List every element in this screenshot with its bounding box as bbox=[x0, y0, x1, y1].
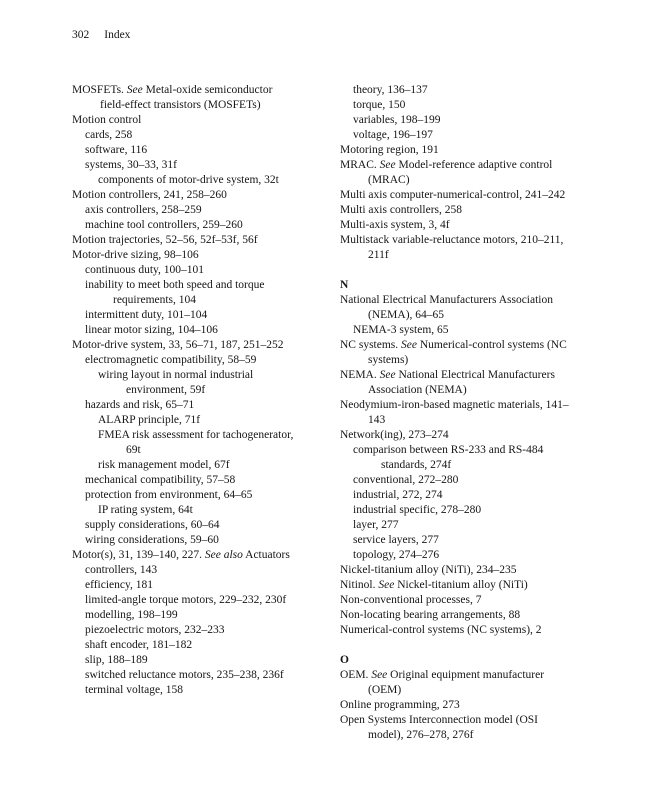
cross-reference-see: See bbox=[379, 159, 396, 171]
index-entry: NC systems. See Numerical-control systems (NC systems) bbox=[340, 339, 567, 366]
index-entry: theory, 136–137 bbox=[353, 84, 428, 96]
index-entry: Multi axis computer-numerical-control, 241–242 bbox=[340, 189, 566, 201]
index-entry: wiring considerations, 59–60 bbox=[85, 534, 219, 546]
index-entry: industrial, 272, 274 bbox=[353, 489, 443, 501]
index-entry: FMEA risk assessment for tachogenerator, 69t bbox=[98, 429, 294, 456]
index-entry: protection from environment, 64–65 bbox=[85, 489, 253, 501]
index-entry: Motoring region, 191 bbox=[340, 144, 439, 156]
index-entry: Motor(s), 31, 139–140, 227. See also Actuators bbox=[72, 549, 290, 561]
index-entry: mechanical compatibility, 57–58 bbox=[85, 474, 236, 486]
index-entry: axis controllers, 258–259 bbox=[85, 204, 202, 216]
index-entry: NEMA. See National Electrical Manufacturers Association (NEMA) bbox=[340, 369, 555, 396]
section-letter-n: N bbox=[340, 279, 349, 291]
cross-reference-see: See also bbox=[204, 549, 243, 561]
index-entry: MOSFETs. See Metal-oxide semiconductor field-effect transistors (MOSFETs) bbox=[72, 84, 273, 111]
index-entry: variables, 198–199 bbox=[353, 114, 441, 126]
index-entry: hazards and risk, 65–71 bbox=[85, 399, 195, 411]
index-entry: torque, 150 bbox=[353, 99, 406, 111]
index-entry: Open Systems Interconnection model (OSI model), 276–278, 276f bbox=[340, 714, 539, 741]
index-columns bbox=[72, 83, 648, 743]
index-entry: IP rating system, 64t bbox=[98, 504, 193, 516]
index-entry: components of motor-drive system, 32t bbox=[98, 174, 279, 186]
index-entry: systems, 30–33, 31f bbox=[85, 159, 177, 171]
index-entry: slip, 188–189 bbox=[85, 654, 148, 666]
index-entry: modelling, 198–199 bbox=[85, 609, 178, 621]
index-entry: Motor-drive system, 33, 56–71, 187, 251–252 bbox=[72, 339, 284, 351]
index-entry: cards, 258 bbox=[85, 129, 133, 141]
index-entry: Network(ing), 273–274 bbox=[340, 429, 449, 441]
index-entry: electromagnetic compatibility, 58–59 bbox=[85, 354, 257, 366]
index-entry: controllers, 143 bbox=[85, 564, 158, 576]
index-entry: Non-locating bearing arrangements, 88 bbox=[340, 609, 521, 621]
index-entry: Non-conventional processes, 7 bbox=[340, 594, 482, 606]
index-entry: Multi axis controllers, 258 bbox=[340, 204, 463, 216]
index-entry: Motion controllers, 241, 258–260 bbox=[72, 189, 227, 201]
running-head bbox=[72, 28, 648, 43]
index-entry: intermittent duty, 101–104 bbox=[85, 309, 208, 321]
cross-reference-see: See bbox=[401, 339, 417, 351]
index-entry: terminal voltage, 158 bbox=[85, 684, 184, 696]
index-entry: voltage, 196–197 bbox=[353, 129, 433, 141]
cross-reference-see: See bbox=[126, 84, 143, 96]
index-entry: piezoelectric motors, 232–233 bbox=[85, 624, 225, 636]
index-entry: Motion control bbox=[72, 114, 142, 126]
index-entry: ALARP principle, 71f bbox=[98, 414, 201, 426]
index-entry: switched reluctance motors, 235–238, 236f bbox=[85, 669, 284, 681]
index-entry: comparison between RS-233 and RS-484 standards, 274f bbox=[353, 444, 544, 471]
index-entry: limited-angle torque motors, 229–232, 230f bbox=[85, 594, 287, 606]
cross-reference-see: See bbox=[378, 579, 395, 591]
index-column-left bbox=[72, 83, 298, 698]
index-entry: risk management model, 67f bbox=[98, 459, 230, 471]
section-letter-o: O bbox=[340, 654, 349, 666]
page-number: 302 bbox=[72, 29, 90, 41]
index-entry: supply considerations, 60–64 bbox=[85, 519, 220, 531]
index-column-right bbox=[340, 83, 574, 743]
index-entry: service layers, 277 bbox=[353, 534, 439, 546]
cross-reference-see: See bbox=[371, 669, 388, 681]
index-entry: continuous duty, 100–101 bbox=[85, 264, 205, 276]
index-entry: wiring layout in normal industrial environment, 59f bbox=[98, 369, 254, 396]
index-entry: Multistack variable-reluctance motors, 210–211, 211f bbox=[340, 234, 564, 261]
index-entry: software, 116 bbox=[85, 144, 148, 156]
index-entry: linear motor sizing, 104–106 bbox=[85, 324, 218, 336]
index-entry: industrial specific, 278–280 bbox=[353, 504, 482, 516]
cross-reference-see: See bbox=[379, 369, 396, 381]
index-entry: National Electrical Manufacturers Association (NEMA), 64–65 bbox=[340, 294, 553, 321]
index-entry: inability to meet both speed and torque requirements, 104 bbox=[85, 279, 265, 306]
index-entry: shaft encoder, 181–182 bbox=[85, 639, 193, 651]
index-entry: conventional, 272–280 bbox=[353, 474, 459, 486]
index-entry: NEMA-3 system, 65 bbox=[353, 324, 449, 336]
index-entry: Nickel-titanium alloy (NiTi), 234–235 bbox=[340, 564, 517, 576]
index-entry: Multi-axis system, 3, 4f bbox=[340, 219, 450, 231]
index-entry: Nitinol. See Nickel-titanium alloy (NiTi) bbox=[340, 579, 528, 591]
index-entry: Motor-drive sizing, 98–106 bbox=[72, 249, 199, 261]
index-entry: efficiency, 181 bbox=[85, 579, 154, 591]
page-title: Index bbox=[104, 29, 131, 41]
index-entry: topology, 274–276 bbox=[353, 549, 440, 561]
index-entry: Numerical-control systems (NC systems), 2 bbox=[340, 624, 542, 636]
index-entry: Motion trajectories, 52–56, 52f–53f, 56f bbox=[72, 234, 258, 246]
index-entry: MRAC. See Model-reference adaptive control (MRAC) bbox=[340, 159, 553, 186]
index-entry: machine tool controllers, 259–260 bbox=[85, 219, 243, 231]
index-entry: OEM. See Original equipment manufacturer (OEM) bbox=[340, 669, 545, 696]
index-entry: layer, 277 bbox=[353, 519, 399, 531]
index-entry: Neodymium-iron-based magnetic materials, 141–143 bbox=[340, 399, 569, 426]
index-entry: Online programming, 273 bbox=[340, 699, 460, 711]
